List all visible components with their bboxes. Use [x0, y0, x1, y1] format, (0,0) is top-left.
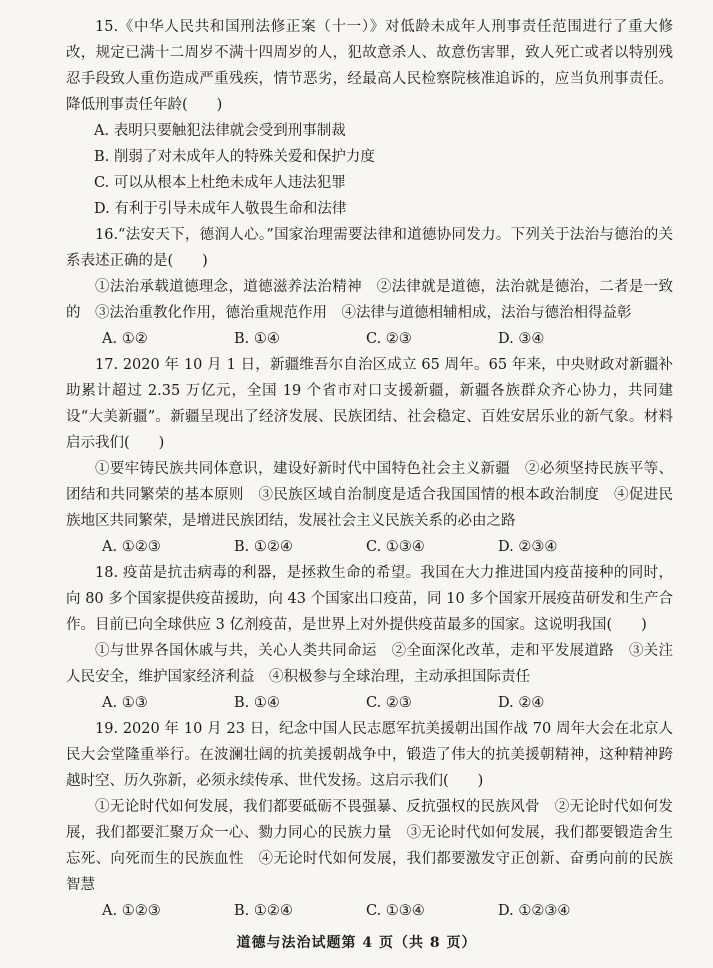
choice-b: B. ①②④ — [234, 539, 293, 555]
choice-d: D. ②③④ — [498, 539, 558, 555]
question-19-choices — [66, 898, 673, 924]
question-19 — [66, 716, 673, 924]
page-footer: 道德与法治试题第 4 页（共 8 页） — [236, 935, 477, 951]
choice-a: A. ①② — [102, 331, 148, 347]
question-17-stem: 17. 2020 年 10 月 1 日，新疆维吾尔自治区成立 65 周年。65 年来，中央财政对新疆补助累计超过 2.35 万亿元，全国 19 个省市对口支援新疆，新疆各族群众齐心协力，共同建设“大美新疆”。新疆呈现出了经济发展、民族团结、社会稳定、百姓安居乐业的新气象。材料启示我们( ) — [66, 357, 673, 451]
question-16-stem: 16.“法安天下，德润人心。”国家治理需要法律和道德协同发力。下列关于法治与德治的关系表述正确的是( ) — [66, 227, 673, 269]
question-15-stem: 15.《中华人民共和国刑法修正案（十一）》对低龄未成年人刑事责任范围进行了重大修改，规定已满十二周岁不满十四周岁的人，犯故意杀人、故意伤害罪，致人死亡或者以特别残忍手段致人重伤造成严重残疾，情节恶劣，经最高人民检察院核准追诉的，应当负刑事责任。降低刑事责任年龄( ) — [66, 19, 673, 113]
choice-a: A. ①②③ — [102, 903, 161, 919]
question-16-choices — [66, 326, 673, 352]
question-16-items: ①法治承载道德理念，道德滋养法治精神 ②法律就是道德，法治就是德治，二者是一致的 ③法治重教化作用，德治重规范作用 ④法律与道德相辅相成，法治与德治相得益彰 — [66, 279, 673, 321]
option-c: C. 可以从根本上杜绝未成年人违法犯罪 — [94, 175, 346, 191]
question-18-stem: 18. 疫苗是抗击病毒的利器，是拯救生命的希望。我国在大力推进国内疫苗接种的同时，向 80 多个国家提供疫苗援助，向 43 个国家出口疫苗，同 10 多个国家开展疫苗研发和生产合作。目前已向全球供应 3 亿剂疫苗，是世界上对外提供疫苗最多的国家。这说明我国( ) — [66, 565, 673, 633]
question-17-choices — [66, 534, 673, 560]
question-18-items: ①与世界各国休戚与共，关心人类共同命运 ②全面深化改革，走和平发展道路 ③关注人民安全，维护国家经济利益 ④积极参与全球治理，主动承担国际责任 — [66, 643, 673, 685]
question-17-items: ①要牢铸民族共同体意识，建设好新时代中国特色社会主义新疆 ②必须坚持民族平等、团结和共同繁荣的基本原则 ③民族区域自治制度是适合我国国情的根本政治制度 ④促进民族地区共同繁荣，是增进民族团结，发展社会主义民族关系的必由之路 — [66, 461, 673, 529]
choice-a: A. ①③ — [102, 695, 148, 711]
choice-d: D. ①②③④ — [498, 903, 571, 919]
choice-c: C. ①③④ — [366, 903, 425, 919]
question-18 — [66, 560, 673, 716]
choice-c: C. ②③ — [366, 331, 412, 347]
question-18-choices — [66, 690, 673, 716]
question-15-options — [66, 118, 673, 222]
question-17 — [66, 352, 673, 560]
choice-b: B. ①④ — [234, 695, 280, 711]
choice-c: C. ①③④ — [366, 539, 425, 555]
option-d: D. 有利于引导未成年人敬畏生命和法律 — [94, 201, 347, 217]
choice-d: D. ②④ — [498, 695, 545, 711]
choice-a: A. ①②③ — [102, 539, 161, 555]
question-19-items: ①无论时代如何发展，我们都要砥砺不畏强暴、反抗强权的民族风骨 ②无论时代如何发展，我们都要汇聚万众一心、勠力同心的民族力量 ③无论时代如何发展，我们都要锻造舍生忘死、向死而生的民族血性 ④无论时代如何发展，我们都要激发守正创新、奋勇向前的民族智慧 — [66, 799, 673, 893]
option-b: B. 削弱了对未成年人的特殊关爱和保护力度 — [94, 149, 375, 165]
choice-c: C. ②③ — [366, 695, 412, 711]
choice-b: B. ①④ — [234, 331, 280, 347]
question-19-stem: 19. 2020 年 10 月 23 日，纪念中国人民志愿军抗美援朝出国作战 70 周年大会在北京人民大会堂隆重举行。在波澜壮阔的抗美援朝战争中，锻造了伟大的抗美援朝精神，这种精神跨越时空、历久弥新，必须永续传承、世代发扬。这启示我们( ) — [66, 721, 673, 789]
option-a: A. 表明只要触犯法律就会受到刑事制裁 — [94, 123, 346, 139]
question-16 — [66, 222, 673, 352]
choice-d: D. ③④ — [498, 331, 545, 347]
choice-b: B. ①②④ — [234, 903, 293, 919]
question-15 — [66, 14, 673, 222]
